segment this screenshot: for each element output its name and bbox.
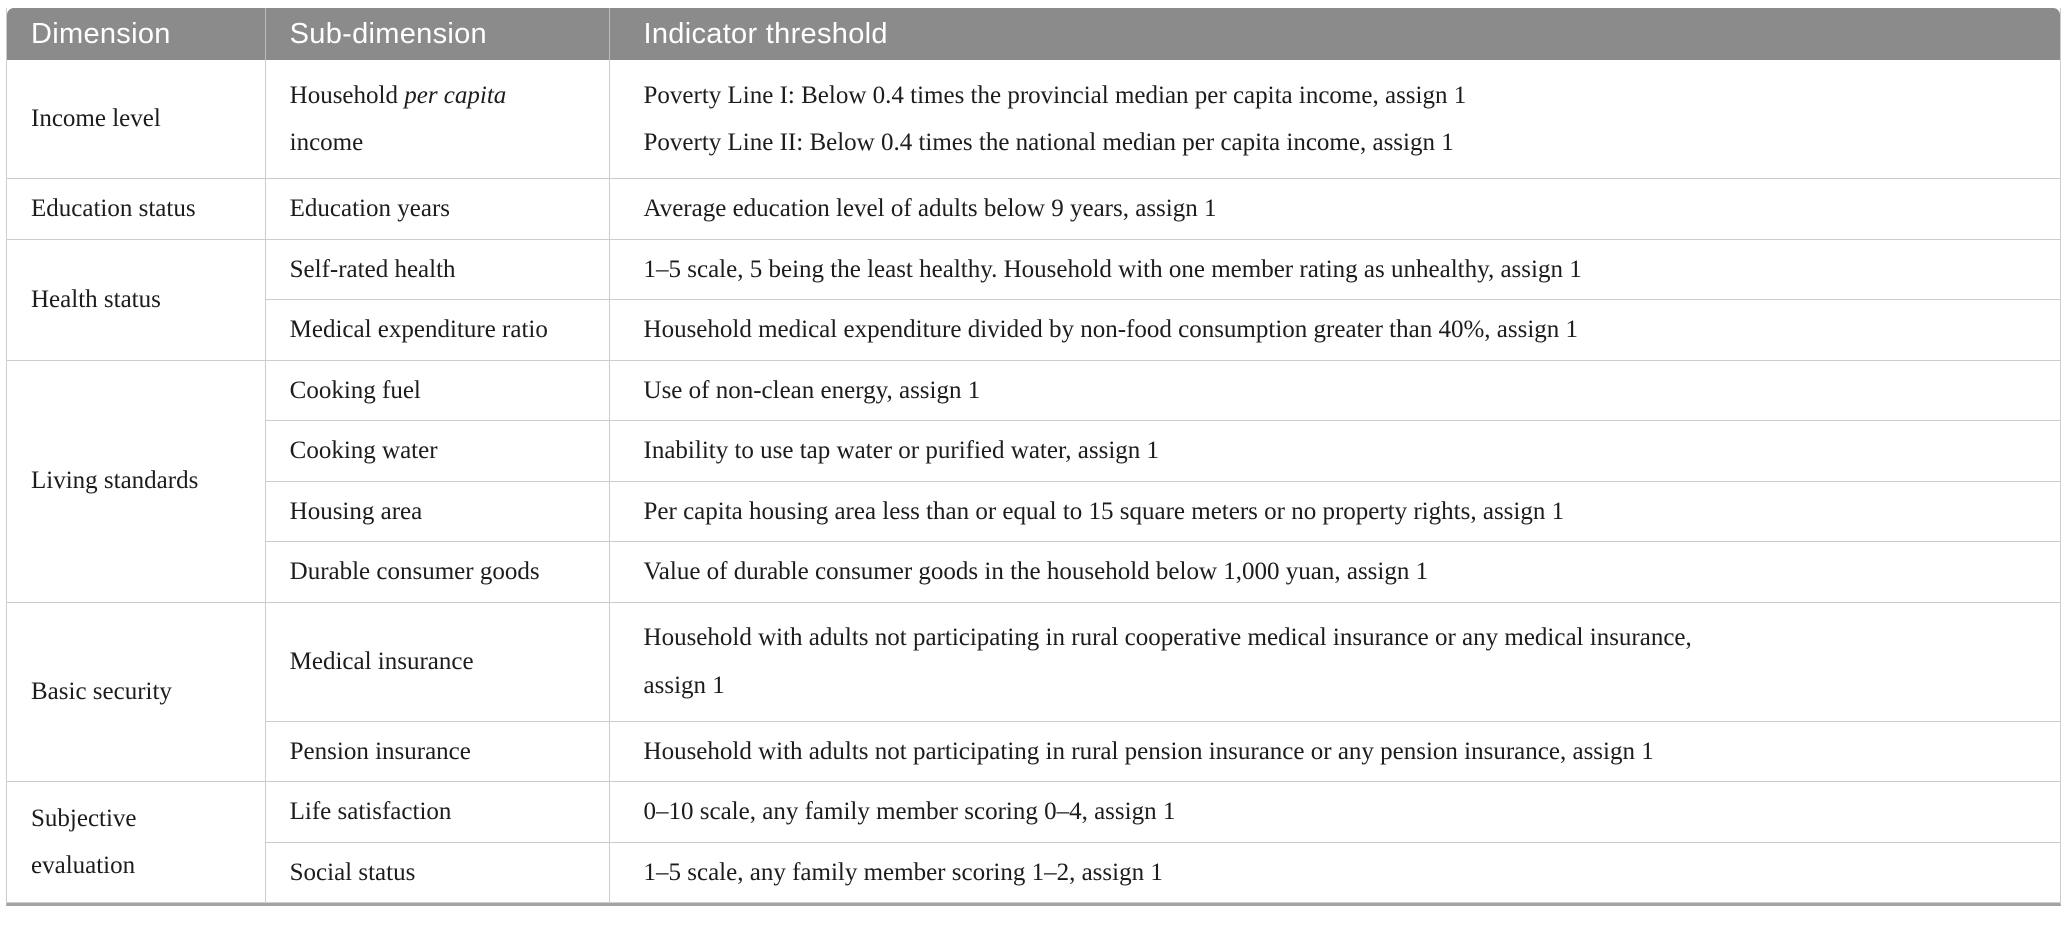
poverty-indicator-table [6,8,2061,906]
threshold-cell-pension-insurance [609,722,2060,783]
threshold-line: Value of durable consumer goods in the household below 1,000 yuan, assign 1 [643,558,1429,585]
sub-dimension-cell-self-rated-health: Self-rated health [265,240,609,301]
table-row-housing-area [7,482,2060,543]
dimension-cell-education-status: Education status [7,179,265,240]
threshold-cell-income [609,60,2060,179]
table-body [7,60,2060,903]
threshold-line: Household medical expenditure divided by non-food consumption greater than 40%, assign 1 [643,316,1579,343]
sub-dimension-text: income [289,129,364,156]
table-row-self-rated-health [7,240,2060,301]
column-header-indicator-threshold: Indicator threshold [609,8,2060,60]
sub-dimension-cell-medical-insurance: Medical insurance [265,603,609,722]
threshold-line: Household with adults not participating in rural cooperative medical insurance or any medical insurance, [643,624,1692,651]
threshold-cell-medical-expenditure-ratio [609,300,2060,361]
threshold-cell-medical-insurance [609,603,2060,722]
table-row-medical-insurance [7,603,2060,722]
threshold-line: Average education level of adults below 9 years, assign 1 [643,195,1217,222]
threshold-line: 0–10 scale, any family member scoring 0–4, assign 1 [643,798,1176,825]
dimension-cell-living-standards: Living standards [7,361,265,603]
threshold-cell-social-status [609,843,2060,904]
threshold-line: Household with adults not participating in rural pension insurance or any pension insurance, assign 1 [643,737,1654,765]
sub-dimension-cell-social-status: Social status [265,843,609,904]
threshold-cell-life-satisfaction [609,782,2060,843]
sub-dimension-cell-household-income [265,60,609,179]
sub-dimension-cell-medical-expenditure-ratio: Medical expenditure ratio [265,300,609,361]
column-header-sub-dimension: Sub-dimension [265,8,609,60]
sub-dimension-cell-life-satisfaction: Life satisfaction [265,782,609,843]
threshold-cell-education-years [609,179,2060,240]
threshold-line: assign 1 [643,671,725,699]
threshold-line: Use of non-clean energy, assign 1 [643,376,981,404]
table-row-social-status [7,843,2060,904]
table-row-cooking-water [7,421,2060,482]
dimension-cell-subjective-evaluation: Subjective evaluation [7,782,265,903]
threshold-cell-cooking-fuel [609,361,2060,422]
table-row-pension-insurance [7,722,2060,783]
table-header [7,8,2060,60]
table-row-cooking-fuel [7,361,2060,422]
threshold-line-poverty-line-1: Poverty Line I: Below 0.4 times the provincial median per capita income, assign 1 [643,81,1467,109]
table-row-life-satisfaction [7,782,2060,843]
column-header-dimension: Dimension [7,8,265,60]
sub-dimension-cell-durable-consumer-goods: Durable consumer goods [265,542,609,603]
threshold-line: Per capita housing area less than or equal to 15 square meters or no property rights, assign 1 [643,497,1565,525]
threshold-cell-durable-consumer-goods [609,542,2060,603]
table-row-education [7,179,2060,240]
threshold-line: 1–5 scale, any family member scoring 1–2, assign 1 [643,858,1163,886]
dimension-cell-basic-security: Basic security [7,603,265,783]
table-header-row [7,8,2060,60]
sub-dimension-text: Household [289,81,405,109]
threshold-cell-cooking-water [609,421,2060,482]
sub-dimension-cell-cooking-water: Cooking water [265,421,609,482]
table-row-income [7,60,2060,179]
dimension-cell-health-status: Health status [7,240,265,361]
sub-dimension-italic-text: per capita [404,81,507,109]
threshold-line: 1–5 scale, 5 being the least healthy. Household with one member rating as unhealthy, assign 1 [643,255,1582,283]
table-row-medical-expenditure [7,300,2060,361]
sub-dimension-cell-cooking-fuel: Cooking fuel [265,361,609,422]
threshold-cell-housing-area [609,482,2060,543]
sub-dimension-cell-education-years: Education years [265,179,609,240]
sub-dimension-cell-pension-insurance: Pension insurance [265,722,609,783]
threshold-line-poverty-line-2: Poverty Line II: Below 0.4 times the national median per capita income, assign 1 [643,129,1454,156]
threshold-line: Inability to use tap water or purified water, assign 1 [643,437,1160,464]
threshold-cell-self-rated-health [609,240,2060,301]
table-row-durable-consumer-goods [7,542,2060,603]
dimension-cell-income-level: Income level [7,60,265,179]
sub-dimension-cell-housing-area: Housing area [265,482,609,543]
